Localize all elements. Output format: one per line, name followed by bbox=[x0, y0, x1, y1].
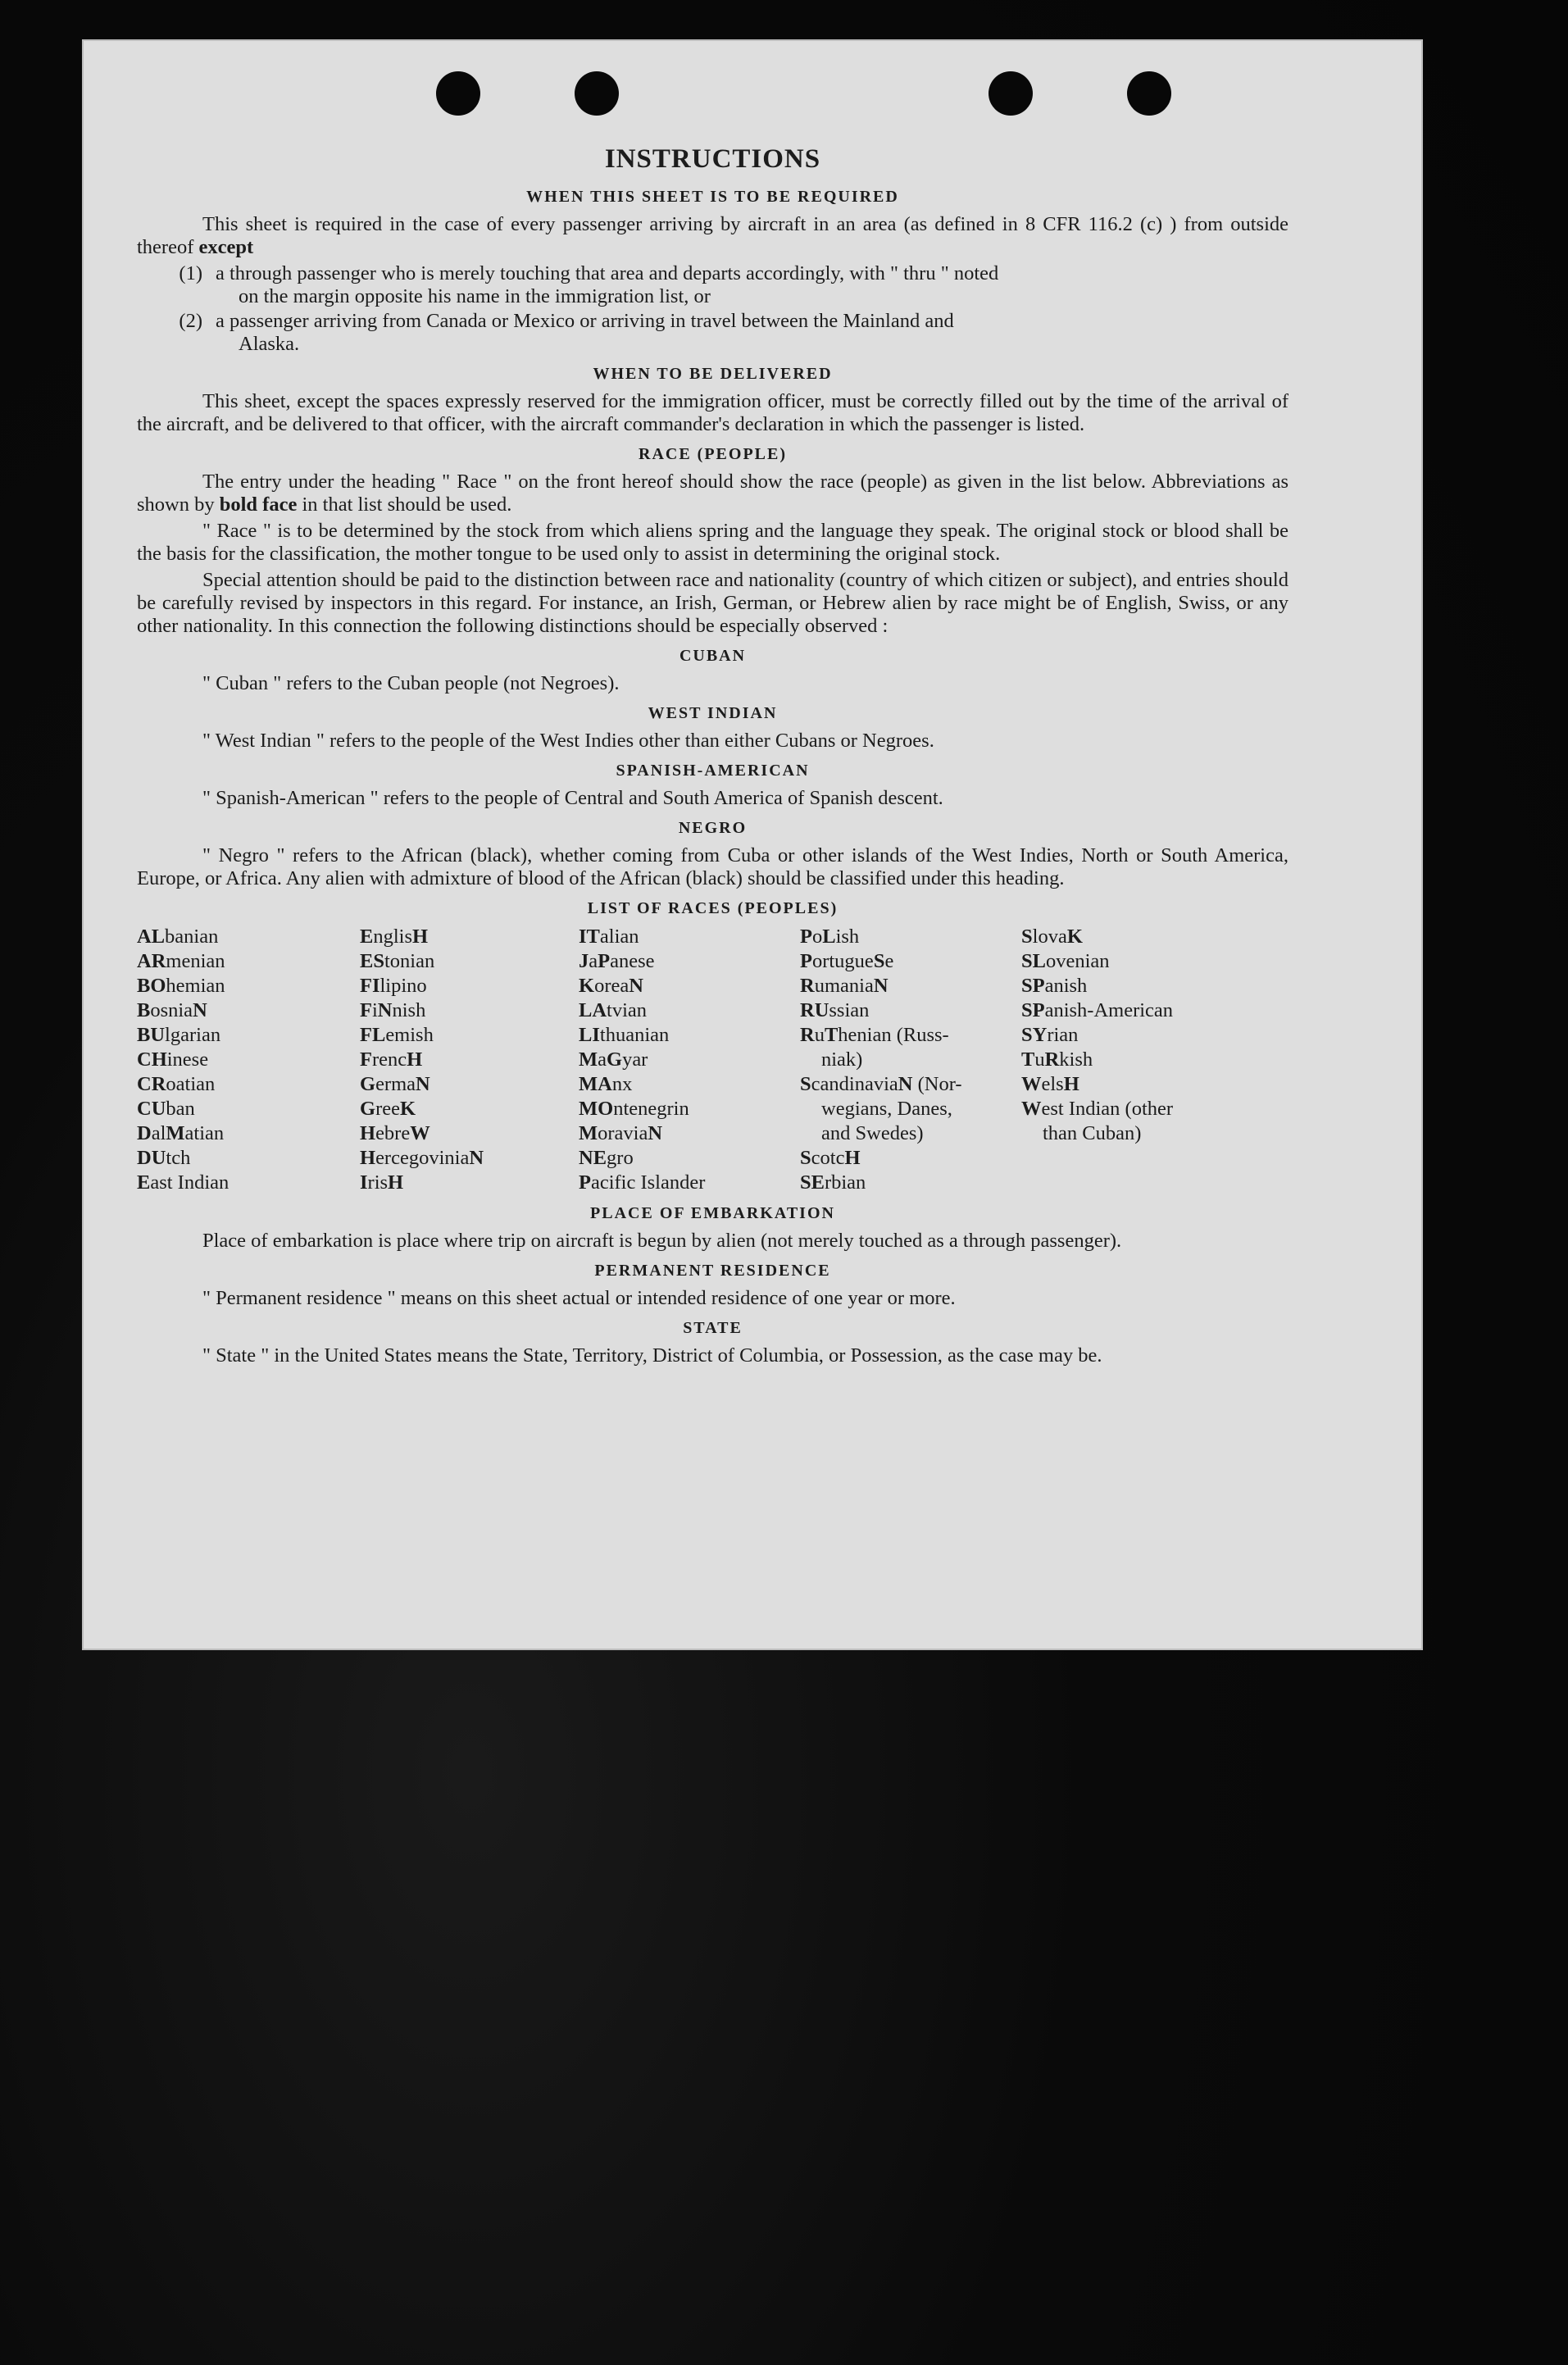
race-entry: Pacific Islander bbox=[579, 1171, 706, 1194]
paragraph: " Permanent residence " means on this sheet actual or intended residence of one year or more. bbox=[202, 1287, 956, 1309]
race-column bbox=[360, 925, 579, 1195]
race-entry: CHinese bbox=[137, 1048, 209, 1071]
race-column bbox=[579, 925, 800, 1195]
race-entry: ScandinaviaN (Nor- bbox=[800, 1073, 962, 1095]
race-entry: FIlipino bbox=[360, 975, 427, 997]
race-entry: DalMatian bbox=[137, 1122, 225, 1144]
list-item: (1) a through passenger who is merely touching that area and departs accordingly, with " thru " noted on the margin opposite his name in the immigration list, or bbox=[179, 262, 999, 307]
race-entry: ScotcH bbox=[800, 1147, 861, 1169]
paragraph: Place of embarkation is place where trip on aircraft is begun by alien (not merely touched as a through passenger). bbox=[202, 1230, 1122, 1252]
race-entry: KoreaN bbox=[579, 975, 643, 997]
race-entry: PortugueSe bbox=[800, 950, 894, 972]
race-entry: GreeK bbox=[360, 1098, 416, 1120]
race-entry: RUssian bbox=[800, 999, 870, 1021]
paragraph: " Negro " refers to the African (black), whether coming from Cuba or other islands of the West Indies, North or South America, Europe, or Africa. Any alien with admixture of blood of the African (black) should be classified under this heading. bbox=[137, 844, 1288, 889]
punch-hole bbox=[1127, 71, 1171, 116]
race-entry: DUtch bbox=[137, 1147, 191, 1169]
paragraph: " State " in the United States means the State, Territory, District of Columbia, or Possession, as the case may be. bbox=[202, 1344, 1102, 1367]
race-entry: MoraviaN bbox=[579, 1122, 663, 1144]
section-heading: SPANISH-AMERICAN bbox=[616, 762, 810, 780]
race-entry: West Indian (other bbox=[1021, 1098, 1174, 1120]
race-entry: JaPanese bbox=[579, 950, 655, 972]
section-heading: LIST OF RACES (PEOPLES) bbox=[587, 899, 839, 917]
page-title: INSTRUCTIONS bbox=[604, 144, 821, 174]
race-entry: FrencH bbox=[360, 1048, 423, 1071]
race-list bbox=[137, 925, 1288, 1195]
race-column bbox=[800, 925, 1021, 1195]
paragraph: " West Indian " refers to the people of the West Indies other than either Cubans or Negroes. bbox=[202, 730, 934, 752]
section-heading: CUBAN bbox=[679, 647, 747, 665]
punch-hole bbox=[436, 71, 480, 116]
race-entry: SlovaK bbox=[1021, 926, 1083, 948]
race-entry: CRoatian bbox=[137, 1073, 216, 1095]
race-entry: FLemish bbox=[360, 1024, 434, 1046]
race-entry: FiNnish bbox=[360, 999, 426, 1021]
race-entry: GermaN bbox=[360, 1073, 430, 1095]
race-entry: LAtvian bbox=[579, 999, 648, 1021]
punch-hole bbox=[989, 71, 1033, 116]
section-heading: PERMANENT RESIDENCE bbox=[594, 1262, 831, 1280]
section-heading: PLACE OF EMBARKATION bbox=[590, 1204, 835, 1222]
race-entry: ARmenian bbox=[137, 950, 225, 972]
paragraph: This sheet, except the spaces expressly reserved for the immigration officer, must be correctly filled out by the time of the arrival of the aircraft, and be delivered to that officer, with the aircraft commander's declaration in which the passenger is listed. bbox=[137, 390, 1288, 435]
race-entry: ALbanian bbox=[137, 926, 219, 948]
race-entry: LIthuanian bbox=[579, 1024, 670, 1046]
sheet-content bbox=[137, 144, 1288, 1371]
punch-hole bbox=[575, 71, 619, 116]
race-entry: HebreW bbox=[360, 1122, 430, 1144]
race-entry: SPanish bbox=[1021, 975, 1088, 997]
section-heading: WHEN THIS SHEET IS TO BE REQUIRED bbox=[526, 188, 899, 206]
race-entry: BUlgarian bbox=[137, 1024, 221, 1046]
race-entry: PoLish bbox=[800, 926, 860, 948]
race-entry: BosniaN bbox=[137, 999, 207, 1021]
race-column bbox=[1021, 925, 1226, 1195]
race-entry-continuation: wegians, Danes, bbox=[821, 1098, 952, 1120]
section-heading: WHEN TO BE DELIVERED bbox=[593, 365, 833, 383]
race-entry: SLovenian bbox=[1021, 950, 1110, 972]
race-entry: RuThenian (Russ- bbox=[800, 1024, 949, 1046]
race-entry: RumaniaN bbox=[800, 975, 889, 997]
race-entry: EnglisH bbox=[360, 926, 429, 948]
race-entry: HercegoviniaN bbox=[360, 1147, 484, 1169]
race-entry: MOntenegrin bbox=[579, 1098, 689, 1120]
section-heading: WEST INDIAN bbox=[648, 704, 778, 722]
race-entry: TuRkish bbox=[1021, 1048, 1093, 1071]
paragraph: Special attention should be paid to the distinction between race and nationality (country of which citizen or subject), and entries should be carefully revised by inspectors in this regard. For instance, an Irish, German, or Hebrew alien by race might be of English, Swiss, or any other nationality. In this connection the following distinctions should be especially observed : bbox=[137, 569, 1288, 637]
section-heading: NEGRO bbox=[678, 819, 748, 837]
race-entry: EStonian bbox=[360, 950, 435, 972]
paragraph: " Race " is to be determined by the stock from which aliens spring and the language they speak. The original stock or blood shall be the basis for the classification, the mother tongue to be used only to assist in determining the original stock. bbox=[137, 520, 1288, 565]
race-entry: BOhemian bbox=[137, 975, 225, 997]
race-column bbox=[137, 925, 360, 1195]
race-entry: East Indian bbox=[137, 1171, 230, 1194]
section-heading: RACE (PEOPLE) bbox=[639, 445, 787, 463]
race-entry: CUban bbox=[137, 1098, 195, 1120]
race-entry: MaGyar bbox=[579, 1048, 648, 1071]
race-entry-continuation: and Swedes) bbox=[821, 1122, 924, 1144]
section-heading: STATE bbox=[683, 1319, 743, 1337]
list-item: (2) a passenger arriving from Canada or Mexico or arriving in travel between the Mainland and Alaska. bbox=[179, 310, 954, 355]
race-entry: SErbian bbox=[800, 1171, 866, 1194]
race-entry: WelsH bbox=[1021, 1073, 1079, 1095]
race-entry: SPanish-American bbox=[1021, 999, 1174, 1021]
race-entry: SYrian bbox=[1021, 1024, 1079, 1046]
paragraph: The entry under the heading " Race " on the front hereof should show the race (people) as given in the list below. Abbreviations as shown by bold face in that list should be used. bbox=[137, 471, 1288, 516]
race-entry: MAnx bbox=[579, 1073, 633, 1095]
race-entry-continuation: than Cuban) bbox=[1043, 1122, 1142, 1144]
paragraph: " Spanish-American " refers to the people of Central and South America of Spanish descent. bbox=[202, 787, 943, 809]
paragraph: This sheet is required in the case of every passenger arriving by aircraft in an area (as defined in 8 CFR 116.2 (c) ) from outside thereof except bbox=[137, 213, 1288, 258]
race-entry-continuation: niak) bbox=[821, 1048, 863, 1071]
race-entry: ITalian bbox=[579, 926, 639, 948]
paragraph: " Cuban " refers to the Cuban people (not Negroes). bbox=[202, 672, 620, 694]
race-entry: NEgro bbox=[579, 1147, 634, 1169]
race-entry: IrisH bbox=[360, 1171, 404, 1194]
